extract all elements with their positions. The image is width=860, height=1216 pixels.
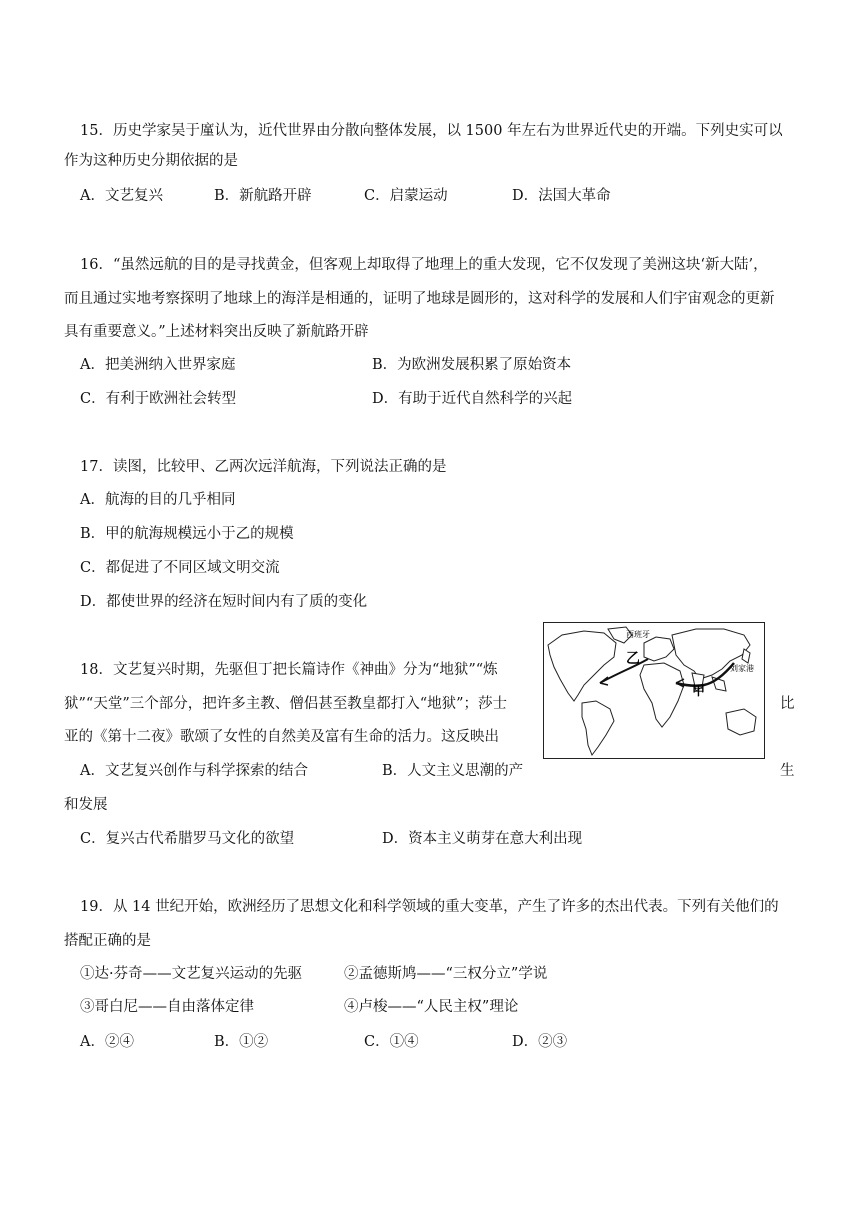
q19-option-c: C．①④ [364,1034,419,1050]
world-map-figure [544,623,764,758]
q19-line-2: 搭配正确的是 [64,933,151,949]
q19-item-3: ③哥白尼——自由落体定律 [80,999,254,1015]
south-america-shape [582,701,614,755]
north-america-shape [548,631,616,701]
q19-line-1: 19．从 14 世纪开始，欧洲经历了思想文化和科学领域的重大变革，产生了许多的杰出代表。下列有关他们的 [80,899,779,915]
q19-option-a: A．②④ [80,1034,134,1050]
africa-shape [640,663,684,727]
q18-option-b-wrap: 和发展 [64,797,108,813]
map-label-jia: 甲 [692,684,706,699]
q15-line-2: 作为这种历史分期依据的是 [64,153,238,169]
q17-option-a: A．航海的目的几乎相同 [80,492,236,508]
q17-line-1: 17．读图，比较甲、乙两次远洋航海，下列说法正确的是 [80,459,447,475]
q15-option-a: A．文艺复兴 [80,188,163,204]
q15-line-1: 15．历史学家吴于廑认为，近代世界由分散向整体发展，以 1500 年左右为世界近代史的开端。下列史实可以 [80,123,783,139]
q18-line-2: 狱”“天堂”三个部分，把许多主教、僧侣甚至教皇都打入“地狱”；莎士 [64,696,508,712]
q19-item-2: ②孟德斯鸠——“三权分立”学说 [344,966,548,982]
q18-line-2-end: 比 [780,696,795,712]
q16-line-1: 16．“虽然远航的目的是寻找黄金，但客观上却取得了地理上的重大发现，它不仅发现了美洲这块‘新大陆’， [80,257,768,273]
australia-shape [726,709,756,735]
q18-option-c: C．复兴古代希腊罗马文化的欲望 [80,831,295,847]
q15-option-d: D．法国大革命 [512,188,611,204]
q18-option-d: D．资本主义萌芽在意大利出现 [382,831,583,847]
q16-line-3: 具有重要意义。”上述材料突出反映了新航路开辟 [64,324,369,340]
q16-line-2: 而且通过实地考察探明了地球上的海洋是相通的，证明了地球是圆形的，这对科学的发展和人们宇宙观念的更新 [64,291,775,307]
q18-line-3: 亚的《第十二夜》歌颂了女性的自然美及富有生命的活力。这反映出 [64,729,499,745]
japan-shape [742,649,750,663]
q16-option-c: C．有利于欧洲社会转型 [80,391,237,407]
q17-option-c: C．都促进了不同区域文明交流 [80,560,280,576]
q19-item-4: ④卢梭——“人民主权”理论 [344,999,519,1015]
map-label-east: 刘家港 [730,664,754,673]
q19-item-1: ①达·芬奇——文艺复兴运动的先驱 [80,966,303,982]
q17-option-d: D．都使世界的经济在短时间内有了质的变化 [80,594,368,610]
q19-option-d: D．②③ [512,1034,568,1050]
q16-option-d: D．有助于近代自然科学的兴起 [372,391,573,407]
q19-option-b: B．①② [214,1034,269,1050]
q18-option-a: A．文艺复兴创作与科学探索的结合 [80,763,308,779]
map-label-west: 西班牙 [626,630,650,639]
q16-option-b: B．为欧洲发展积累了原始资本 [372,357,572,373]
q17-option-b: B．甲的航海规模远小于乙的规模 [80,526,294,542]
q18-option-b-end: 生 [780,763,795,779]
map-label-yi: 乙 [626,651,640,667]
europe-shape [644,637,674,661]
q16-option-a: A．把美洲纳入世界家庭 [80,357,236,373]
q18-option-b-start: B．人文主义思潮的产 [382,763,524,779]
voyage-map [543,622,765,759]
q15-option-c: C．启蒙运动 [364,188,448,204]
q18-line-1: 18．文艺复兴时期，先驱但丁把长篇诗作《神曲》分为“地狱”“炼 [80,662,498,678]
q15-option-b: B．新航路开辟 [214,188,312,204]
